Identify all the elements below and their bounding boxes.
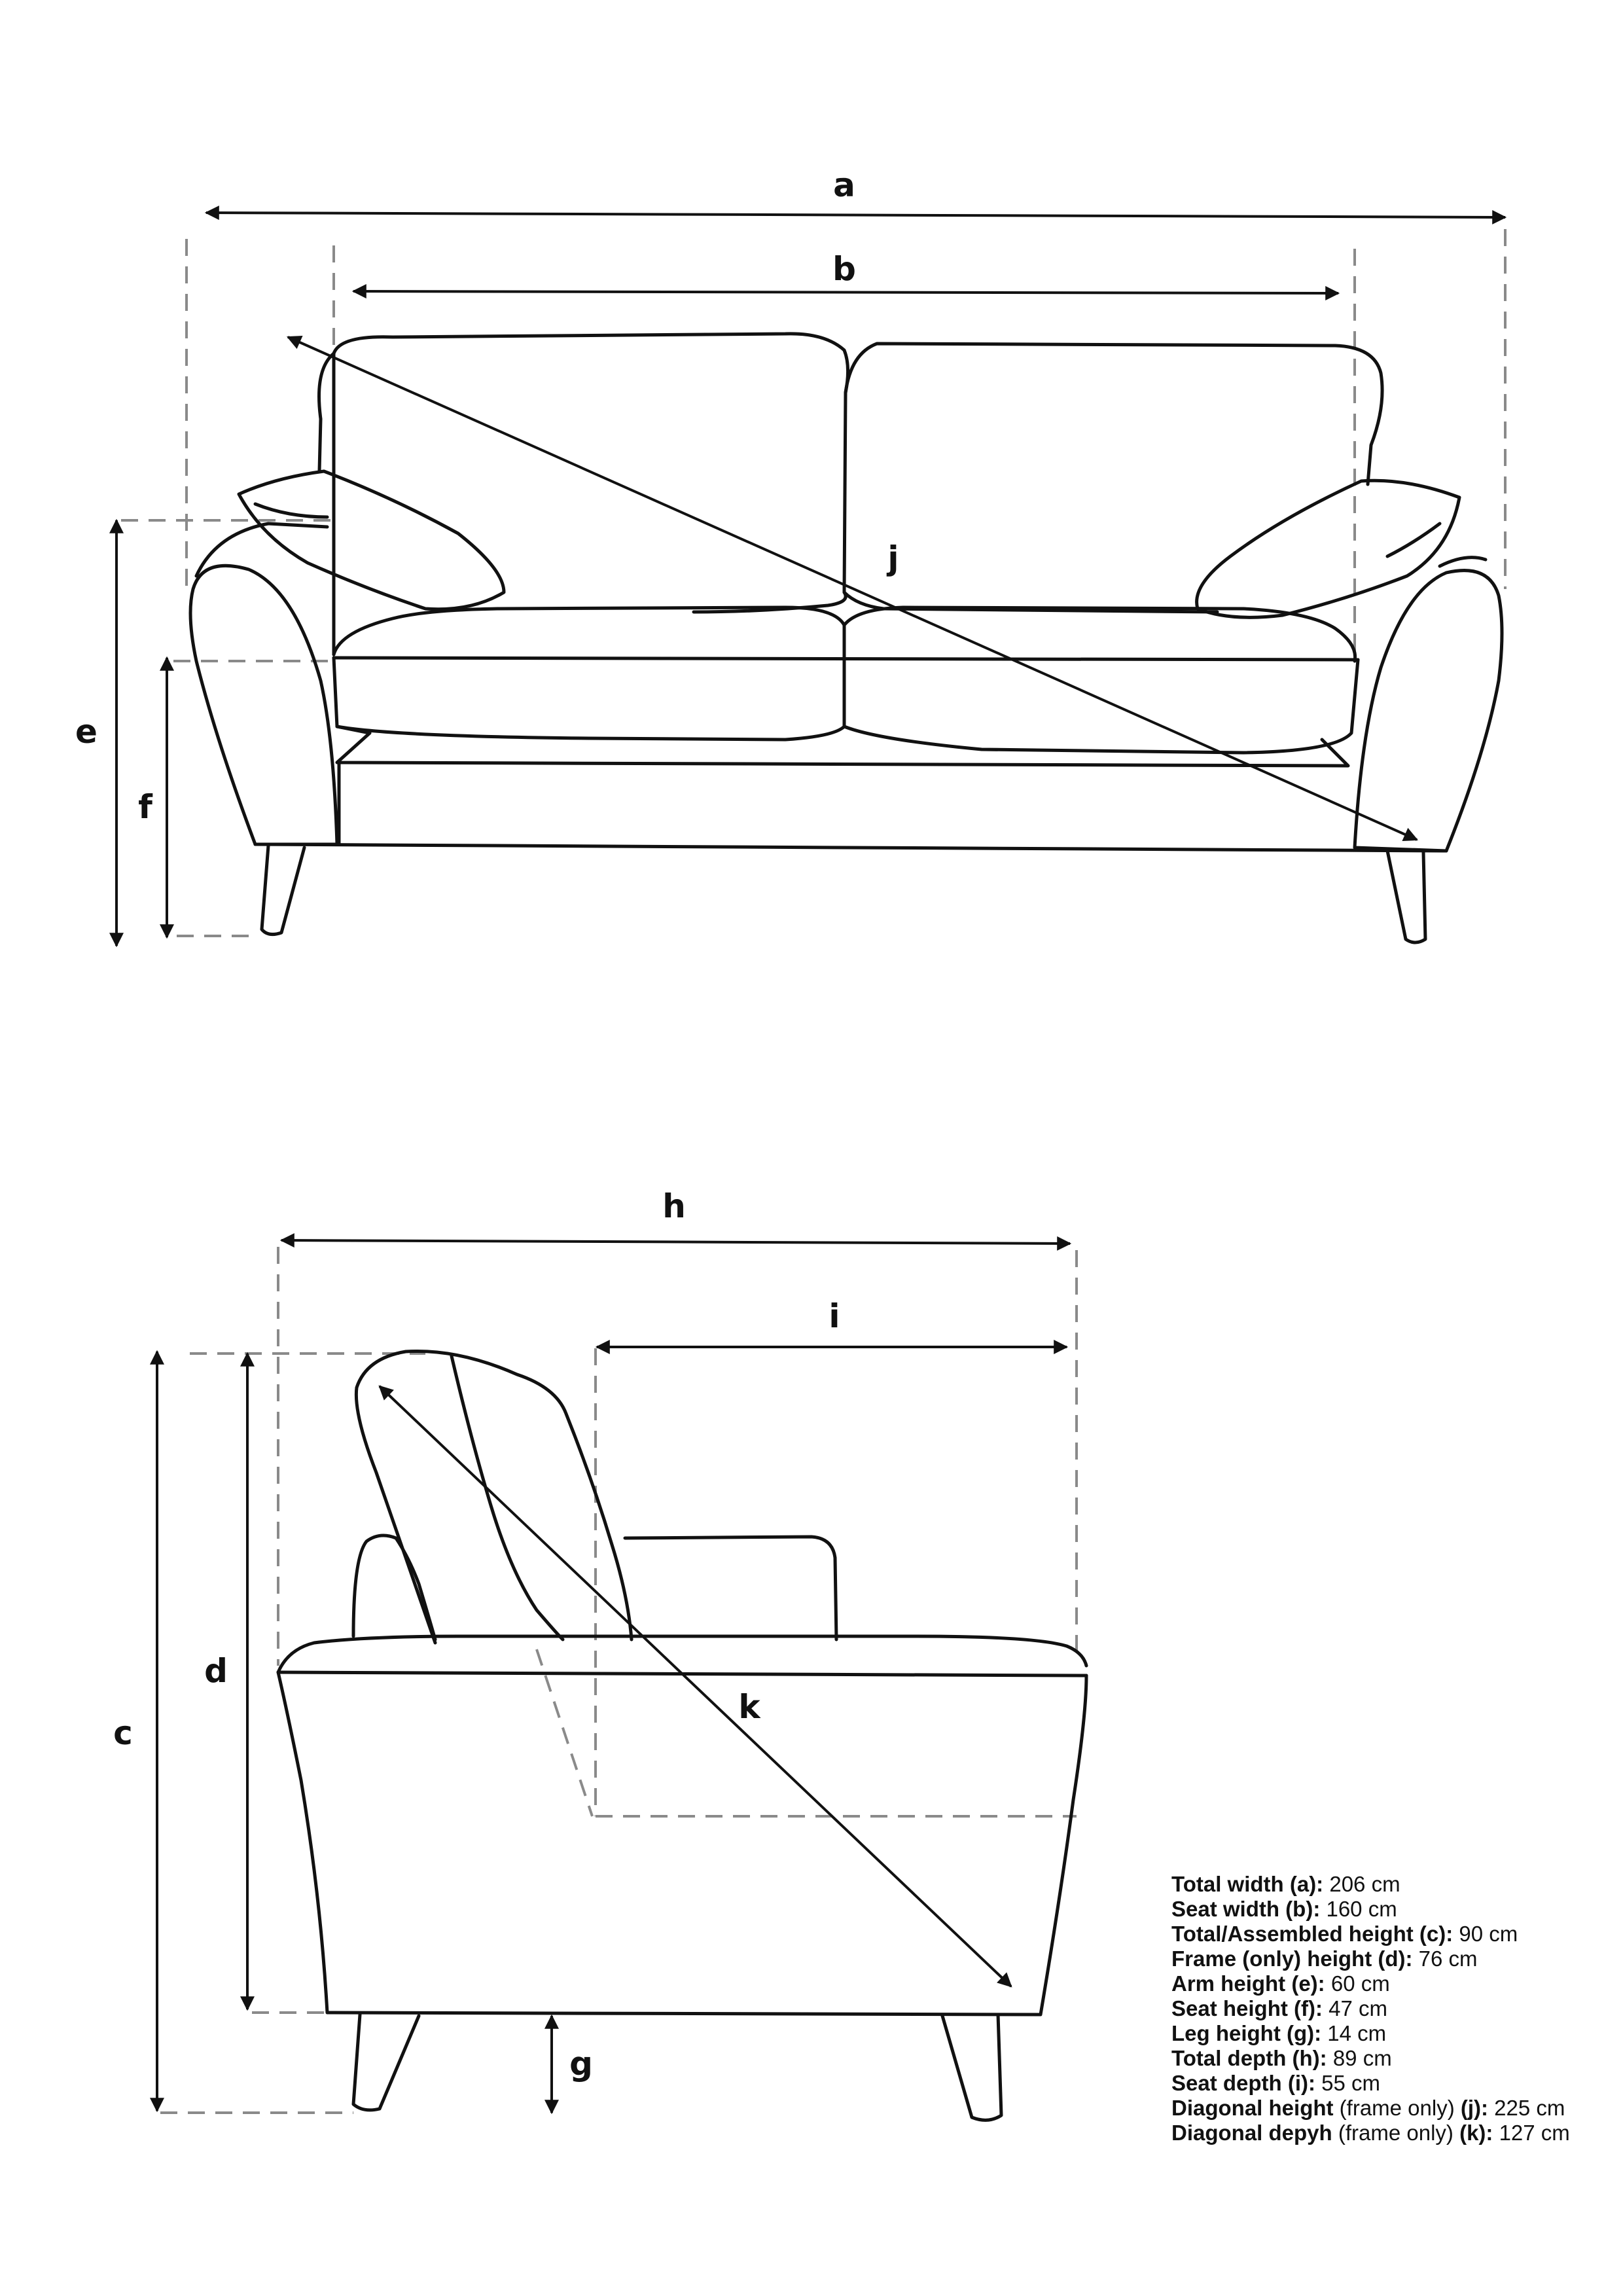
spec-row <box>1171 1922 1616 1946</box>
spec-note: (frame only) <box>1332 2121 1460 2145</box>
dimension-specs-list <box>1171 1872 1616 2145</box>
front-leg-right <box>1387 851 1425 942</box>
label-i: i <box>829 1297 840 1335</box>
label-f: f <box>138 788 152 826</box>
spec-code: (j): <box>1460 2096 1489 2120</box>
side-back-cushion-seam <box>452 1356 563 1640</box>
spec-name: Arm height (e): <box>1171 1971 1325 1996</box>
front-bottom-rail <box>255 844 1446 851</box>
spec-name: Seat depth (i): <box>1171 2071 1315 2095</box>
side-leg-back <box>942 2015 1001 2120</box>
spec-value: 160 cm <box>1320 1897 1397 1921</box>
side-arm-cushion <box>353 1535 435 1640</box>
label-c: c <box>113 1714 133 1752</box>
spec-name: Diagonal depyh <box>1171 2121 1332 2145</box>
spec-name: Frame (only) height (d): <box>1171 1946 1413 1971</box>
front-arm-right <box>1355 571 1502 851</box>
side-seat-back-cushion <box>625 1537 836 1640</box>
spec-name: Seat height (f): <box>1171 1996 1323 2020</box>
spec-row <box>1171 2096 1616 2121</box>
side-back-cushion <box>356 1351 632 1643</box>
label-h: h <box>662 1187 686 1225</box>
dimension-a-arrow <box>206 213 1505 217</box>
front-view <box>75 166 1505 946</box>
label-a: a <box>833 166 855 204</box>
spec-value: 47 cm <box>1322 1996 1388 2020</box>
front-base <box>337 726 1348 766</box>
spec-value: 60 cm <box>1325 1971 1390 1996</box>
spec-row <box>1171 1897 1616 1922</box>
label-e: e <box>75 713 98 751</box>
spec-value: 55 cm <box>1315 2071 1381 2095</box>
spec-row <box>1171 2021 1616 2046</box>
front-back-cushion-left-side <box>319 353 334 471</box>
dimension-b-arrow <box>353 291 1338 293</box>
front-pillow-left-crease <box>255 504 327 517</box>
spec-code: (k): <box>1459 2121 1493 2145</box>
spec-row <box>1171 1946 1616 1971</box>
dimension-h-arrow <box>281 1240 1070 1244</box>
spec-note: (frame only) <box>1333 2096 1461 2120</box>
spec-value: 206 cm <box>1323 1872 1400 1896</box>
spec-row <box>1171 1971 1616 1996</box>
spec-value: 76 cm <box>1412 1946 1478 1971</box>
side-body <box>278 1672 1086 2015</box>
front-arm-left <box>190 565 337 844</box>
front-back-cushion-right <box>846 344 1382 484</box>
front-leg-left <box>262 846 304 935</box>
side-dashed-guides <box>160 1247 1077 2113</box>
spec-row <box>1171 2046 1616 2071</box>
label-k: k <box>738 1688 760 1726</box>
dimension-k-arrow <box>380 1386 1011 1986</box>
front-pillow-left <box>239 471 504 609</box>
spec-value: 127 cm <box>1493 2121 1570 2145</box>
spec-name: Total width (a): <box>1171 1872 1324 1896</box>
spec-name: Leg height (g): <box>1171 2021 1322 2045</box>
label-d: d <box>204 1652 228 1690</box>
label-g: g <box>569 2045 593 2083</box>
spec-value: 90 cm <box>1453 1922 1518 1946</box>
spec-value: 225 cm <box>1488 2096 1565 2120</box>
side-leg-front <box>353 2015 419 2110</box>
label-b: b <box>832 250 856 288</box>
front-arm-right-top <box>1440 558 1486 566</box>
spec-name: Total depth (h): <box>1171 2046 1327 2070</box>
front-pillow-right-crease <box>1387 524 1440 556</box>
spec-name: Total/Assembled height (c): <box>1171 1922 1454 1946</box>
side-view <box>113 1187 1086 2120</box>
spec-row <box>1171 1996 1616 2021</box>
spec-name: Diagonal height <box>1171 2096 1334 2120</box>
spec-row <box>1171 2121 1616 2145</box>
spec-row <box>1171 1872 1616 1897</box>
spec-value: 89 cm <box>1327 2046 1392 2070</box>
side-arm-top <box>278 1636 1086 1672</box>
spec-name: Seat width (b): <box>1171 1897 1321 1921</box>
spec-row <box>1171 2071 1616 2096</box>
label-j: j <box>887 539 899 577</box>
spec-value: 14 cm <box>1321 2021 1387 2045</box>
front-pillow-right <box>1197 480 1459 617</box>
